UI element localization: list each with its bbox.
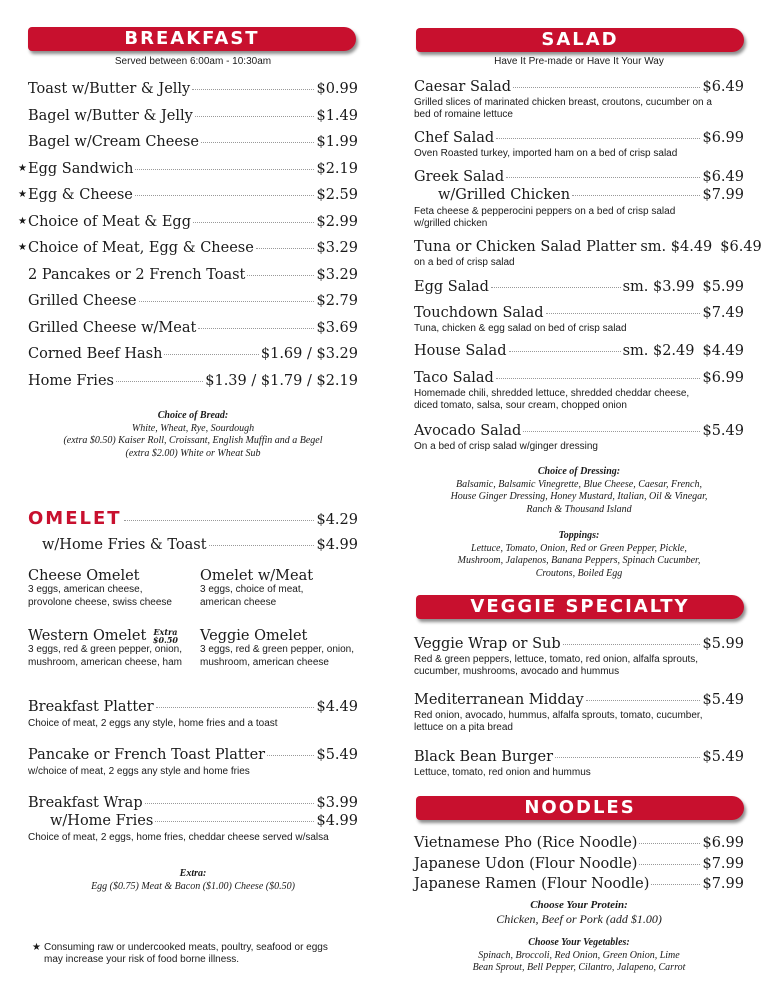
omelet-cheese xyxy=(28,568,198,609)
dressing-line: Ranch & Thousand Island xyxy=(526,503,632,515)
wrap-row xyxy=(28,795,358,811)
item-name: Caesar Salad xyxy=(414,79,512,95)
dot-leader xyxy=(193,222,314,223)
toppings-title: Toppings: xyxy=(558,530,600,541)
menu-item-row xyxy=(414,856,744,872)
menu-item-row xyxy=(18,240,358,256)
item-desc: Lettuce, tomato, red onion and hummus xyxy=(414,767,591,778)
platter-desc: w/choice of meat, 2 eggs any style and home fries xyxy=(28,766,250,777)
item-price: $7.99 xyxy=(702,855,744,872)
omelet-homefries-price: $4.99 xyxy=(316,537,358,553)
dressing-title: Choice of Dressing: xyxy=(537,466,621,477)
extra-title: Extra: xyxy=(179,868,207,879)
wrap-sub-name: w/Home Fries xyxy=(50,813,154,829)
item-name: Grilled Cheese w/Meat xyxy=(28,319,197,336)
omelet-meat xyxy=(200,568,370,609)
item-price: $2.99 xyxy=(316,213,358,230)
item-desc: Red onion, avocado, hummus, alfalfa sprouts, tomato, cucumber, xyxy=(414,710,703,721)
omelet-desc: mushroom, american cheese xyxy=(200,656,329,668)
item-small-price: sm. $2.49 xyxy=(622,343,695,359)
item-small-price: sm. $3.99 xyxy=(622,279,695,295)
omelet-desc: provolone cheese, swiss cheese xyxy=(28,596,172,608)
menu-item-row xyxy=(28,267,358,283)
protein-title: Choose Your Protein: xyxy=(530,899,628,911)
star-icon: ★ xyxy=(18,242,27,253)
bread-title: Choice of Bread: xyxy=(157,410,229,421)
dot-leader xyxy=(155,821,314,822)
item-price: $1.99 xyxy=(316,134,358,150)
item-name: w/Grilled Chicken xyxy=(438,187,571,203)
menu-item-row xyxy=(28,320,358,336)
wrap-sub-row xyxy=(50,813,358,829)
item-price: $7.99 xyxy=(702,187,744,203)
item-name: Black Bean Burger xyxy=(414,749,554,765)
omelet-desc: 3 eggs, american cheese, xyxy=(28,584,143,595)
item-name: Toast w/Butter & Jelly xyxy=(28,81,191,97)
protein-line: Chicken, Beef or Pork (add $1.00) xyxy=(496,911,662,926)
menu-item-row xyxy=(414,79,744,95)
extra-line: Egg ($0.75) Meat & Bacon ($1.00) Cheese ($0.50) xyxy=(91,880,295,892)
item-desc: Homemade chili, shredded lettuce, shredded cheddar cheese, xyxy=(414,388,690,399)
item-price: $7.99 xyxy=(702,876,744,892)
item-name: Grilled Cheese xyxy=(28,293,137,309)
item-desc: lettuce on a pita bread xyxy=(414,722,513,733)
item-desc: Feta cheese & pepperocini peppers on a bed of crisp salad xyxy=(414,206,676,217)
dot-leader xyxy=(496,138,700,139)
menu-item-row xyxy=(28,373,358,389)
platter-price: $5.49 xyxy=(316,747,358,763)
item-name: Taco Salad xyxy=(414,370,494,386)
item-price: $5.49 xyxy=(702,692,744,708)
platter-row xyxy=(28,747,358,763)
platter-price: $4.49 xyxy=(316,699,358,715)
breakfast-subtitle: Served between 6:00am - 10:30am xyxy=(114,56,272,67)
veggie-banner: VEGGIE SPECIALTY xyxy=(416,595,744,619)
item-price: $5.99 xyxy=(702,279,744,295)
extra-price: $0.50 xyxy=(152,635,178,645)
dot-leader xyxy=(256,248,315,249)
item-desc: Grilled slices of marinated chicken breast, croutons, cucumber on a xyxy=(414,97,712,108)
menu-item-row xyxy=(414,305,744,321)
platter-name: Pancake or French Toast Platter xyxy=(28,747,266,763)
protein-block xyxy=(414,899,744,927)
breakfast-banner: BREAKFAST xyxy=(28,27,356,51)
bread-line: (extra $0.50) Kaiser Roll, Croissant, English Muffin and a Begel xyxy=(63,435,323,446)
omelet-veggie xyxy=(200,628,370,669)
dot-leader xyxy=(209,545,315,546)
dot-leader xyxy=(116,381,203,382)
item-name: Egg Sandwich xyxy=(28,160,134,177)
wrap-name: Breakfast Wrap xyxy=(28,795,143,811)
item-name: Choice of Meat, Egg & Cheese xyxy=(28,240,254,256)
veg-title: Choose Your Vegetables: xyxy=(528,937,630,948)
extra-badge xyxy=(153,628,178,644)
dot-leader xyxy=(247,275,314,276)
item-name: Bagel w/Cream Cheese xyxy=(28,134,199,150)
vegetables-block xyxy=(414,937,744,975)
item-name: Bagel w/Butter & Jelly xyxy=(28,107,193,124)
omelet-name: Omelet w/Meat xyxy=(200,568,314,584)
menu-item-row xyxy=(28,108,358,124)
item-price: $5.99 xyxy=(702,636,744,652)
dot-leader xyxy=(572,195,700,196)
menu-item-row xyxy=(414,279,744,295)
extra-word: Extra xyxy=(153,627,178,637)
menu-item-row xyxy=(18,213,358,230)
omelet-desc: american cheese xyxy=(200,596,277,608)
menu-item-row xyxy=(414,343,744,359)
omelet-desc: 3 eggs, red & green pepper, onion, xyxy=(200,644,355,655)
omelet-price: $4.29 xyxy=(316,512,358,528)
omelet-title: OMELET xyxy=(28,508,122,529)
omelet-name: Veggie Omelet xyxy=(200,628,308,644)
dot-leader xyxy=(639,864,700,865)
item-name: House Salad xyxy=(414,343,507,359)
item-price: $1.49 xyxy=(316,107,358,124)
item-price: $0.99 xyxy=(316,81,358,97)
item-name: Home Fries xyxy=(28,372,114,389)
dot-leader xyxy=(513,87,700,88)
dot-leader xyxy=(124,520,315,521)
item-price: $2.19 xyxy=(316,160,358,177)
item-price: $5.49 xyxy=(702,749,744,765)
star-icon: ★ xyxy=(18,162,27,174)
star-icon: ★ xyxy=(18,189,27,200)
star-icon: ★ xyxy=(18,215,27,227)
menu-item-row xyxy=(414,876,744,892)
menu-item-row xyxy=(28,134,358,150)
menu-item-row xyxy=(414,835,744,851)
dot-leader xyxy=(201,142,315,143)
bread-choices xyxy=(28,410,358,460)
veg-line: Spinach, Broccoli, Red Onion, Green Onion, Lime xyxy=(478,949,680,961)
omelet-desc: 3 eggs, red & green pepper, onion, xyxy=(28,644,183,655)
item-small-price: sm. $4.49 xyxy=(640,239,713,255)
item-name: Egg & Cheese xyxy=(28,187,133,203)
item-price: $3.29 xyxy=(316,240,358,256)
wrap-price: $3.99 xyxy=(316,795,358,811)
menu-item-row xyxy=(28,81,358,97)
footnote-line: Consuming raw or undercooked meats, poultry, seafood or eggs xyxy=(44,942,328,953)
item-name: Greek Salad xyxy=(414,169,505,185)
extra-block xyxy=(28,868,358,893)
dot-leader xyxy=(586,700,701,701)
item-name: 2 Pancakes or 2 French Toast xyxy=(28,266,246,283)
dot-leader xyxy=(509,351,621,352)
dot-leader xyxy=(164,354,258,355)
item-price: $6.49 xyxy=(720,239,762,255)
item-desc: bed of romaine lettuce xyxy=(414,109,513,120)
bread-line: (extra $2.00) White or Wheat Sub xyxy=(125,447,261,459)
wrap-desc: Choice of meat, 2 eggs, home fries, cheddar cheese served w/salsa xyxy=(28,832,329,843)
toppings-block xyxy=(414,530,744,580)
dot-leader xyxy=(563,644,701,645)
omelet-desc: 3 eggs, choice of meat, xyxy=(200,584,304,595)
omelet-name-row xyxy=(28,628,198,644)
menu-item-row xyxy=(28,293,358,309)
menu-item-row xyxy=(414,423,744,439)
menu-item-row xyxy=(414,370,744,386)
bread-line: White, Wheat, Rye, Sourdough xyxy=(131,422,255,434)
dressing-block xyxy=(414,466,744,516)
item-name: Japanese Udon (Flour Noodle) xyxy=(414,855,638,872)
item-price: $3.29 xyxy=(316,266,358,283)
greek-sub-row xyxy=(438,187,744,203)
platter-desc: Choice of meat, 2 eggs any style, home fries and a toast xyxy=(28,718,278,729)
dot-leader xyxy=(651,884,700,885)
item-price: $6.99 xyxy=(702,370,744,386)
veg-line: Bean Sprout, Bell Pepper, Cilantro, Jalapeno, Carrot xyxy=(472,962,686,973)
wrap-sub-price: $4.99 xyxy=(316,813,358,829)
menu-item-row xyxy=(18,187,358,203)
dot-leader xyxy=(135,195,315,196)
dot-leader xyxy=(546,313,701,314)
dressing-line: Balsamic, Balsamic Vinegrette, Blue Cheese, Caesar, French, xyxy=(456,478,702,490)
dot-leader xyxy=(506,177,700,178)
menu-item-row xyxy=(414,749,744,765)
item-price: $1.39 / $1.79 / $2.19 xyxy=(205,372,358,389)
dot-leader xyxy=(145,803,315,804)
menu-item-row xyxy=(414,692,744,708)
dot-leader xyxy=(135,169,314,170)
item-desc: w/grilled chicken xyxy=(414,218,488,229)
omelet-desc: mushroom, american cheese, ham xyxy=(28,656,182,668)
menu-item-row xyxy=(18,160,358,177)
platter-row xyxy=(28,699,358,715)
footnote-line: may increase your risk of food borne illness. xyxy=(44,954,240,965)
item-name: Avocado Salad xyxy=(414,423,522,439)
omelet-homefries-label: w/Home Fries & Toast xyxy=(42,537,207,553)
dot-leader xyxy=(496,378,701,379)
item-name: Touchdown Salad xyxy=(414,305,544,321)
item-name: Tuna or Chicken Salad Platter xyxy=(414,239,637,255)
dot-leader xyxy=(139,301,315,302)
dot-leader xyxy=(192,89,314,90)
dot-leader xyxy=(198,328,314,329)
item-name: Corned Beef Hash xyxy=(28,346,163,362)
omelet-western xyxy=(28,628,198,669)
item-desc: Red & green peppers, lettuce, tomato, red onion, alfalfa sprouts, xyxy=(414,654,699,665)
footnote xyxy=(32,942,354,966)
item-price: $4.49 xyxy=(702,343,744,359)
item-price: $7.49 xyxy=(702,305,744,321)
menu-item-row xyxy=(414,169,744,185)
item-name: Choice of Meat & Egg xyxy=(28,213,191,230)
dot-leader xyxy=(195,116,315,117)
menu-item-row xyxy=(414,239,762,255)
item-name: Veggie Wrap or Sub xyxy=(414,636,561,652)
item-price: $2.79 xyxy=(316,293,358,309)
item-price: $3.69 xyxy=(316,319,358,336)
item-price: $1.69 / $3.29 xyxy=(260,346,358,362)
platter-name: Breakfast Platter xyxy=(28,699,154,715)
dot-leader xyxy=(523,431,700,432)
dot-leader xyxy=(267,755,314,756)
omelet-name: Cheese Omelet xyxy=(28,568,140,584)
toppings-line: Lettuce, Tomato, Onion, Red or Green Pepper, Pickle, xyxy=(471,542,687,554)
item-name: Chef Salad xyxy=(414,130,495,146)
dressing-line: House Ginger Dressing, Honey Mustard, Italian, Oil & Vinegar, xyxy=(450,491,708,502)
item-name: Japanese Ramen (Flour Noodle) xyxy=(414,876,650,892)
menu-item-row xyxy=(414,130,744,146)
item-desc: on a bed of crisp salad xyxy=(414,257,515,268)
toppings-line: Mushroom, Jalapenos, Banana Peppers, Spinach Cucumber, xyxy=(457,555,701,566)
item-price: $6.99 xyxy=(702,130,744,146)
item-desc: cucumber, mushrooms, avocado and hummus xyxy=(414,666,620,677)
item-desc: Oven Roasted turkey, imported ham on a bed of crisp salad xyxy=(414,148,678,159)
star-icon: ★ xyxy=(32,942,41,953)
omelet-name: Western Omelet xyxy=(28,628,147,644)
noodles-banner: NOODLES xyxy=(416,796,744,820)
dot-leader xyxy=(156,707,315,708)
item-name: Egg Salad xyxy=(414,279,489,295)
item-name: Mediterranean Midday xyxy=(414,692,584,708)
item-price: $6.49 xyxy=(702,79,744,95)
omelet-heading-row xyxy=(28,508,358,529)
salad-banner: SALAD xyxy=(416,28,744,52)
item-desc: Tuna, chicken & egg salad on bed of crisp salad xyxy=(414,323,627,334)
menu-item-row xyxy=(28,346,358,362)
item-price: $2.59 xyxy=(316,187,358,203)
dot-leader xyxy=(555,757,700,758)
item-price: $5.49 xyxy=(702,423,744,439)
item-desc: diced tomato, salsa, sour cream, chopped onion xyxy=(414,400,627,411)
omelet-homefries-row xyxy=(42,537,358,553)
dot-leader xyxy=(639,843,700,844)
dot-leader xyxy=(491,287,621,288)
toppings-line: Croutons, Boiled Egg xyxy=(535,567,623,579)
menu-item-row xyxy=(414,636,744,652)
item-name: Vietnamese Pho (Rice Noodle) xyxy=(414,835,638,851)
item-price: $6.99 xyxy=(702,835,744,851)
item-desc: On a bed of crisp salad w/ginger dressing xyxy=(414,441,598,452)
salad-subtitle: Have It Pre-made or Have It Your Way xyxy=(494,56,664,67)
item-price: $6.49 xyxy=(702,169,744,185)
